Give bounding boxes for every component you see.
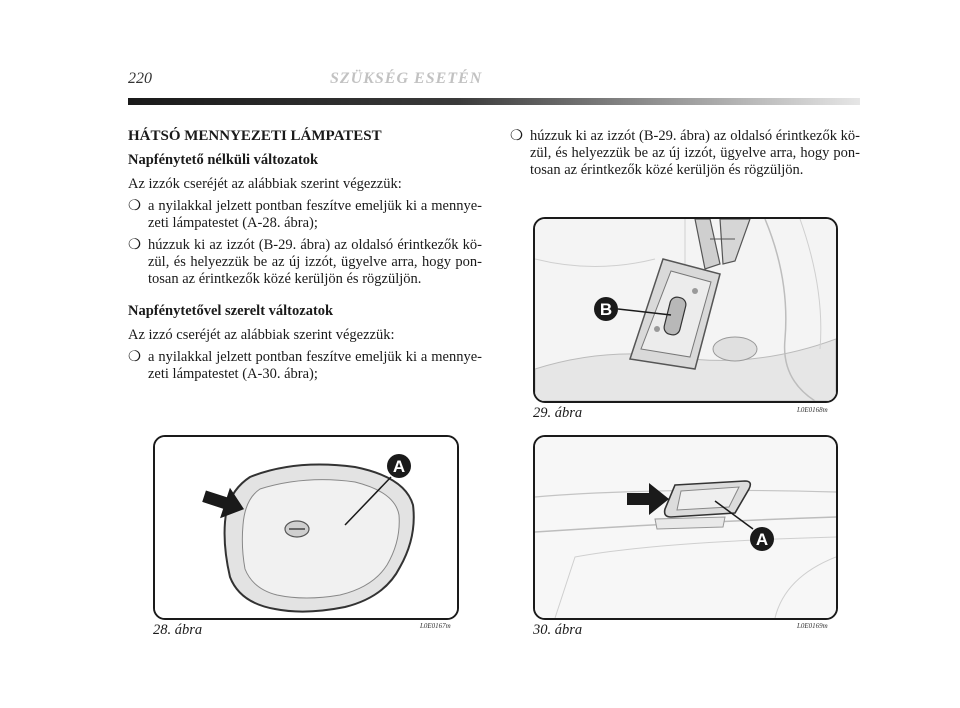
callout-b-label: B [599,300,613,319]
figure-29-code: L0E0168m [797,406,828,414]
subheading-with-sunroof: Napfénytetővel szerelt változatok [128,303,334,319]
callout-a-label: A [392,457,406,476]
list-item-text: a nyilakkal jelzett pontban feszítve emeljük ki a mennye-zeti lámpatestet (A-30. ábra); [148,349,482,382]
list-item-text: a nyilakkal jelzett pontban feszítve emeljük ki a mennye-zeti lámpatestet (A-28. ábra); [148,198,482,231]
subheading-without-sunroof: Napfénytető nélküli változatok [128,152,319,168]
figure-28-illustration [153,435,459,620]
section-title: HÁTSÓ MENNYEZETI LÁMPATEST [128,128,382,144]
intro-text: Az izzó cseréjét az alábbiak szerint végezzük: [128,327,395,343]
page-number: 220 [128,70,152,87]
list-item [128,237,482,288]
figure-29-caption: 29. ábra [533,405,583,421]
figure-30-illustration [533,435,838,620]
callout-a-label: A [755,530,769,549]
bullet-icon: ❍ [128,349,141,365]
bullet-icon: ❍ [128,198,141,214]
list-item [510,128,860,179]
intro-text: Az izzók cseréjét az alábbiak szerint végezzük: [128,176,402,192]
figure-28-code: L0E0167m [420,622,451,630]
list-item [128,349,482,383]
bullet-icon: ❍ [510,128,523,144]
left-column [128,128,482,383]
bullet-icon: ❍ [128,237,141,253]
figure-30-caption: 30. ábra [533,622,583,638]
list-item-text: húzzuk ki az izzót (B-29. ábra) az oldalsó érintkezők kö-zül, és helyezzük be az új izzót, ügyelve arra, hogy pon-tosan az érintkezők közé kerüljön és rögzüljön. [530,128,860,178]
figure-28-caption: 28. ábra [153,622,203,638]
list-item-text: húzzuk ki az izzót (B-29. ábra) az oldalsó érintkezők kö-zül, és helyezzük be az új izzót, ügyelve arra, hogy pon-tosan az érintkezők közé kerüljön és rögzüljön. [148,237,482,287]
list-item [128,198,482,232]
figure-29-illustration [533,217,838,403]
header-rule [128,98,860,105]
figure-30-code: L0E0169m [797,622,828,630]
right-column [510,128,860,179]
running-title: SZÜKSÉG ESETÉN [330,70,483,87]
